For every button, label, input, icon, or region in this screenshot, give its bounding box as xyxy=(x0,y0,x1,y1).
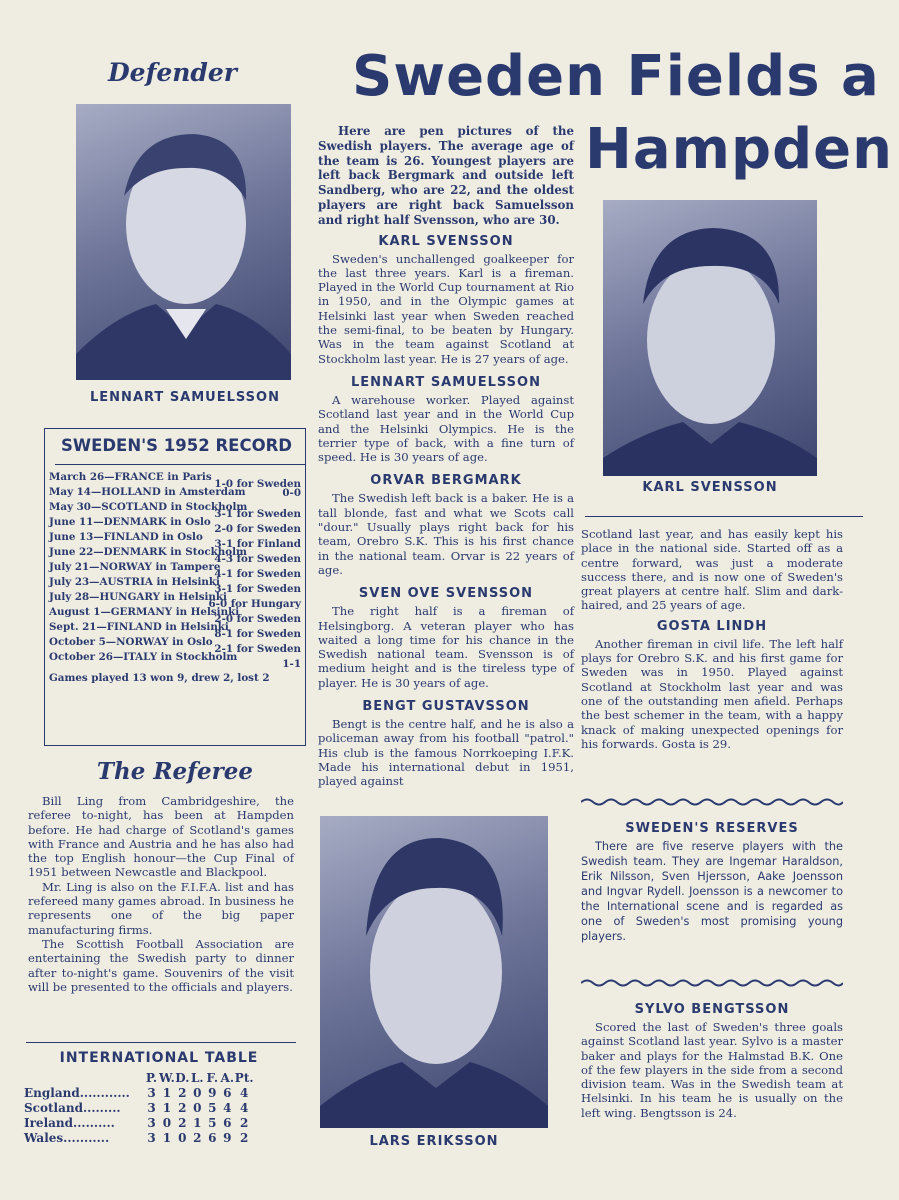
record-summary: Games played 13 won 9, drew 2, lost 2 xyxy=(49,672,270,684)
record-row: May 30—SCOTLAND in Stockholm 3-1 for Sweden xyxy=(49,501,301,520)
record-box xyxy=(44,428,306,746)
text-orvar-bergmark: The Swedish left back is a baker. He is a tall blonde, fast and what we Scots call "dour." Usually plays right back for his team, Orebro S.K. This is his first chance in the national team. Orvar is 22 years of age. xyxy=(318,491,574,577)
record-row: October 26—ITALY in Stockholm 1-1 xyxy=(49,651,301,670)
record-row: June 13—FINLAND in Oslo 3-1 for Finland xyxy=(49,531,301,550)
portrait-silhouette-icon xyxy=(603,200,817,476)
page-title-line1: Sweden Fields a xyxy=(352,44,880,109)
referee-paragraph-3: The Scottish Football Association are entertaining the Swedish party to dinner after to-night's game. Souvenirs of the visit will be presented to the officials and players. xyxy=(28,936,294,994)
heading-sven-ove-svensson: SVEN OVE SVENSSON xyxy=(358,586,534,602)
record-title-rule xyxy=(55,464,305,465)
wavy-divider-icon xyxy=(581,978,843,988)
text-bengt-gustavsson-continued: Scotland last year, and has easily kept his place in the national side. Started off as a centre forward, was just a moderate success there, and is now one of Sweden's great players at centre half. Slim and dark-haired, and 25 years of age. xyxy=(581,527,843,613)
reserves-section xyxy=(581,815,843,944)
record-row: May 14—HOLLAND in Amsterdam 0-0 xyxy=(49,486,301,499)
middle-column-top xyxy=(318,124,574,788)
photo-lars-eriksson xyxy=(320,816,548,1128)
text-swedens-reserves: There are five reserve players with the Swedish team. They are Ingemar Haraldson, Erik Nilsson, Sven Hjersson, Aake Joensson and Ingvar Rydell. Joensson is a newcomer to the International scene and is regarded as one of Sweden's most promising young players. xyxy=(581,840,843,943)
text-sven-ove-svensson: The right half is a fireman of Helsingborg. A veteran player who has waited a long time for his chance in the Swedish national team. Svensson is of medium height and is the tireless type of player. He is 30 years of age. xyxy=(318,604,574,690)
intl-table-title: INTERNATIONAL TABLE xyxy=(59,1050,259,1066)
table-row: England............ 3 1 2 0 9 6 4 xyxy=(24,1085,249,1100)
record-title: SWEDEN'S 1952 RECORD xyxy=(61,436,292,455)
record-row: July 23—AUSTRIA in Helsinki 3-1 for Sweden xyxy=(49,576,301,595)
wavy-divider-icon xyxy=(581,797,843,807)
sylvo-section xyxy=(581,996,843,1120)
heading-orvar-bergmark: ORVAR BERGMARK xyxy=(370,473,522,489)
referee-title: The Referee xyxy=(96,758,254,785)
right-column-rule xyxy=(585,516,863,517)
intro-paragraph: Here are pen pictures of the Swedish players. The average age of the team is 26. Youngest players are left back Bergmark and outside left Sandberg, who are 22, and the oldest players are right back Samuelsson and right half Svensson, who are 30. xyxy=(318,124,574,227)
intl-table-header: P. W. D. L. F. A. Pt. xyxy=(145,1070,254,1085)
record-row: October 5—NORWAY in Oslo 2-1 for Sweden xyxy=(49,636,301,655)
intl-table-rule xyxy=(26,1042,296,1043)
portrait-silhouette-icon xyxy=(76,104,291,380)
caption-lennart-samuelsson: LENNART SAMUELSSON xyxy=(90,390,280,405)
heading-karl-svensson: KARL SVENSSON xyxy=(378,233,514,249)
defender-label: Defender xyxy=(108,58,237,87)
referee-paragraph-1: Bill Ling from Cambridgeshire, the referee to-night, has been at Hampden before. He had charge of Scotland's games with France and Austria and he has also had the top English honour—the Cup Final of 1951 between Newcastle and Blackpool. xyxy=(28,794,294,880)
right-column xyxy=(581,527,843,751)
record-list xyxy=(49,471,301,684)
record-row: July 21—NORWAY in Tampere 4-1 for Sweden xyxy=(49,561,301,580)
heading-sylvo-bengtsson: SYLVO BENGTSSON xyxy=(634,1002,790,1017)
text-sylvo-bengtsson: Scored the last of Sweden's three goals against Scotland last year. Sylvo is a master baker and plays for the Halmstad B.K. One of the few players in the side from a second division team. Was in the Swedish team at Helsinki. In his team he is usually on the left wing. Bengtsson is 24. xyxy=(581,1020,843,1120)
photo-lennart-samuelsson xyxy=(76,104,291,380)
table-row: Wales........... 3 1 0 2 6 9 2 xyxy=(24,1130,249,1145)
intl-table xyxy=(24,1070,254,1145)
record-row: June 11—DENMARK in Oslo 2-0 for Sweden xyxy=(49,516,301,535)
caption-karl-svensson: KARL SVENSSON xyxy=(642,480,778,495)
referee-section xyxy=(28,794,294,994)
text-bengt-gustavsson: Bengt is the centre half, and he is also a policeman away from his football "patrol." His club is the famous Norrkoeping I.F.K. Made his international debut in 1951, played against xyxy=(318,717,574,789)
heading-swedens-reserves: SWEDEN'S RESERVES xyxy=(625,821,799,836)
heading-bengt-gustavsson: BENGT GUSTAVSSON xyxy=(362,699,530,714)
table-row: Ireland.......... 3 0 2 1 5 6 2 xyxy=(24,1115,249,1130)
text-karl-svensson: Sweden's unchallenged goalkeeper for the last three years. Karl is a fireman. Played in the World Cup tournament at Rio in 1950, and in the Olympic games at Helsinki last year when Sweden reached the semi-final, to be beaten by Hungary. Was in the team against Scotland at Stockholm last year. He is 27 years of age. xyxy=(318,251,574,366)
caption-lars-eriksson: LARS ERIKSSON xyxy=(369,1134,499,1149)
text-gosta-lindh: Another fireman in civil life. The left half plays for Orebro S.K. and his first game for Sweden was in 1950. Played against Scotland at Stockholm last year and was one of the outstanding men afield. Perhaps the best schemer in the team, with a happy knack of making unexpected openings for his forwards. Gosta is 29. xyxy=(581,636,843,751)
heading-gosta-lindh: GOSTA LINDH xyxy=(656,618,768,634)
record-row: March 26—FRANCE in Paris 1-0 for Sweden xyxy=(49,471,301,490)
record-row: June 22—DENMARK in Stockholm 4-3 for Sweden xyxy=(49,546,301,565)
text-lennart-samuelsson: A warehouse worker. Played against Scotland last year and in the World Cup and the Helsinki Olympics. He is the terrier type of back, with a fine turn of speed. He is 30 years of age. xyxy=(318,392,574,465)
heading-lennart-samuelsson: LENNART SAMUELSSON xyxy=(351,374,541,390)
page-title-line2: Hampden xyxy=(585,117,894,182)
referee-paragraph-2: Mr. Ling is also on the F.I.F.A. list and has refereed many games abroad. In business he represents one of the big paper manufacturing firms. xyxy=(28,879,294,937)
record-row: August 1—GERMANY in Helsinki 2-0 for Sweden xyxy=(49,606,301,625)
record-row: Sept. 21—FINLAND in Helsinki 8-1 for Sweden xyxy=(49,621,301,640)
photo-karl-svensson xyxy=(603,200,817,476)
record-row: July 28—HUNGARY in Helsinki 6-0 for Hungary xyxy=(49,591,301,610)
table-row: Scotland......... 3 1 2 0 5 4 4 xyxy=(24,1100,249,1115)
portrait-silhouette-icon xyxy=(320,816,548,1128)
